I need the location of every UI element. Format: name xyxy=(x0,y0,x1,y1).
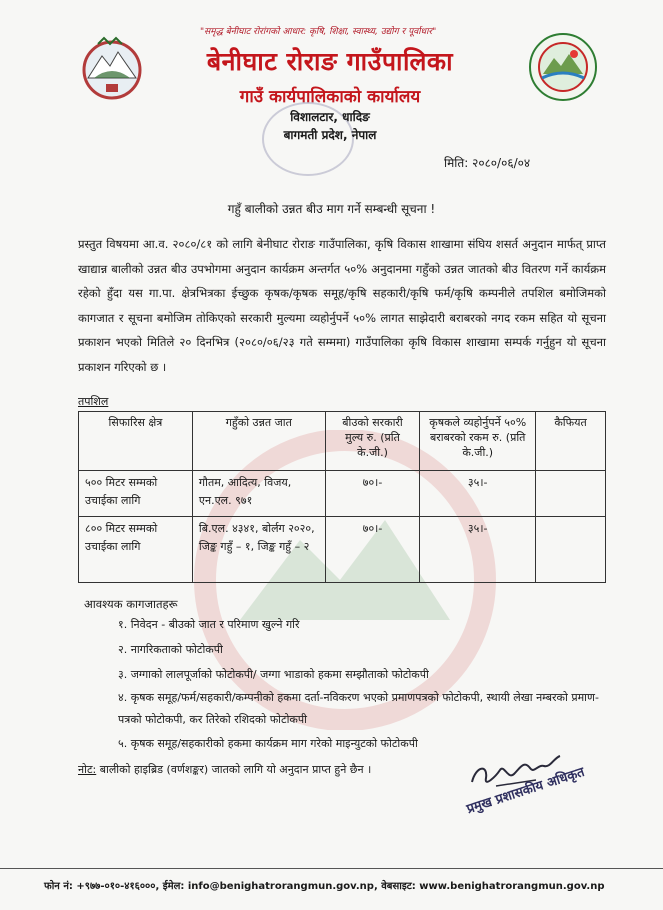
header-variety: गहुँको उन्नत जात xyxy=(192,412,325,471)
list-item: २. नागरिकताको फोटोकपी xyxy=(118,643,223,656)
footer-contact: फोन नं: +९७७-०१०-४१६०००, ईमेल: info@benighatrorangmun.gov.np, वेबसाइट: www.benighatrorangmun.gov.np xyxy=(44,881,605,892)
cell-govt-price: ७०।- xyxy=(325,517,420,583)
cell-area: ८०० मिटर सम्मको उचाईका लागि xyxy=(79,517,193,583)
header-remarks: कैफियत xyxy=(536,412,606,471)
notice-subject: गहुँ बालीको उन्नत बीउ माग गर्ने सम्बन्धी सूचना ! xyxy=(227,202,436,216)
cell-govt-price: ७०।- xyxy=(325,471,420,517)
cell-variety: गौतम, आदित्य, विजय, एन.एल. ९७१ xyxy=(192,471,325,517)
header-govt-price: बीउको सरकारी मुल्य रु. (प्रति के.जी.) xyxy=(325,412,420,471)
nepal-emblem-icon xyxy=(78,34,146,102)
motto: "समृद्ध बेनीघाट रोरांगको आधार: कृषि, शिक्षा, स्वास्थ्य, उद्योग र पूर्वाधार" xyxy=(200,27,437,37)
schedule-label: तपशिल xyxy=(78,395,109,408)
cell-variety: बि.एल. ४३४१, बोर्लग २०२०, जिङ्क गहुँ – १, जिङ्क गहुँ – २ xyxy=(192,517,325,583)
address-line-1: विशालटार, धादिङ xyxy=(290,110,370,124)
list-item: ४. कृषक समूह/फर्म/सहकारी/कम्पनीको हकमा दर्ता-नविकरण भएको प्रमाणपत्रको फोटोकपी, स्थायी लेखा नम्बरको प्रमाण-पत्रको फोटोकपी, कर तिरेको रशिदको फोटोकपी xyxy=(118,691,599,726)
list-item: ३. जग्गाको लालपूर्जाको फोटोकपी/ जग्गा भाडाको हकमा सम्झौताको फोटोकपी xyxy=(118,668,429,681)
header-area: सिफारिस क्षेत्र xyxy=(79,412,193,471)
seed-rate-table xyxy=(78,411,606,583)
signatory-title: प्रमुख प्रशासकीय अधिकृत xyxy=(464,764,587,818)
list-item: १. निवेदन - बीउको जात र परिमाण खुल्ने गरि xyxy=(118,618,300,631)
notice-body: प्रस्तुत विषयमा आ.व. २०८०/८१ को लागि बेनीघाट रोराङ गाउँपालिका, कृषि विकास शाखामा संघिय शसर्त अनुदान मार्फत् प्राप्त खाद्यान्न बालीको उन्नत बीउ उपभोगमा अनुदान कार्यक्रम अन्तर्गत ५०% अनुदानमा गहुँको उन्नत जातको बीउ वितरण गर्ने कार्यक्रम रहेको हुँदा यस गा.पा. क्षेत्रभित्रका ईच्छुक कृषक/कृषक समूह/कृषि सहकारी/कृषि फर्म/कृषि कम्पनीले तपशिल बमोजिमको कागजात र सूचना बमोजिम तोकिएको सरकारी मुल्यमा व्यहोर्नुपर्ने ५०% लागत साझेदारी बराबरको नगद रकम सहित यो सूचना प्रकाशन भएको मितिले २० दिनभित्र (२०८०/०६/२३ गते सम्ममा) गाउँपालिका कृषि विकास शाखामा सम्पर्क गर्नुहुन यो सूचना प्रकाशन गरिएको छ । xyxy=(78,237,606,374)
cell-farmer-share: ३५।- xyxy=(420,517,536,583)
cell-remarks xyxy=(536,471,606,517)
note xyxy=(78,762,371,777)
list-item: ५. कृषक समूह/सहकारीको हकमा कार्यक्रम माग गरेको माइन्युटको फोटोकपी xyxy=(118,737,418,750)
cell-farmer-share: ३५।- xyxy=(420,471,536,517)
notice-date: मिति: २०८०/०६/०४ xyxy=(444,156,531,170)
requirements-list xyxy=(118,612,612,756)
header-farmer-share: कृषकले व्यहोर्नुपर्ने ५०% बराबरको रकम रु. (प्रति के.जी.) xyxy=(420,412,536,471)
requirements-heading: आवश्यक कागजातहरू xyxy=(84,597,178,611)
cell-remarks xyxy=(536,517,606,583)
table-row xyxy=(79,471,606,517)
cell-area: ५०० मिटर सम्मको उचाईका लागि xyxy=(79,471,193,517)
footer-divider xyxy=(0,868,663,869)
municipality-logo-icon xyxy=(528,32,598,102)
address-line-2: बागमती प्रदेश, नेपाल xyxy=(283,128,377,142)
municipality-title: बेनीघाट रोराङ गाउँपालिका xyxy=(206,47,454,76)
note-label: नोट: xyxy=(78,763,97,776)
table-header-row xyxy=(79,412,606,471)
note-text: बालीको हाइब्रिड (वर्णशङ्कर) जातको लागि यो अनुदान प्राप्त हुने छैन । xyxy=(99,763,372,776)
office-subtitle: गाउँ कार्यपालिकाको कार्यालय xyxy=(239,87,421,107)
table-row xyxy=(79,517,606,583)
